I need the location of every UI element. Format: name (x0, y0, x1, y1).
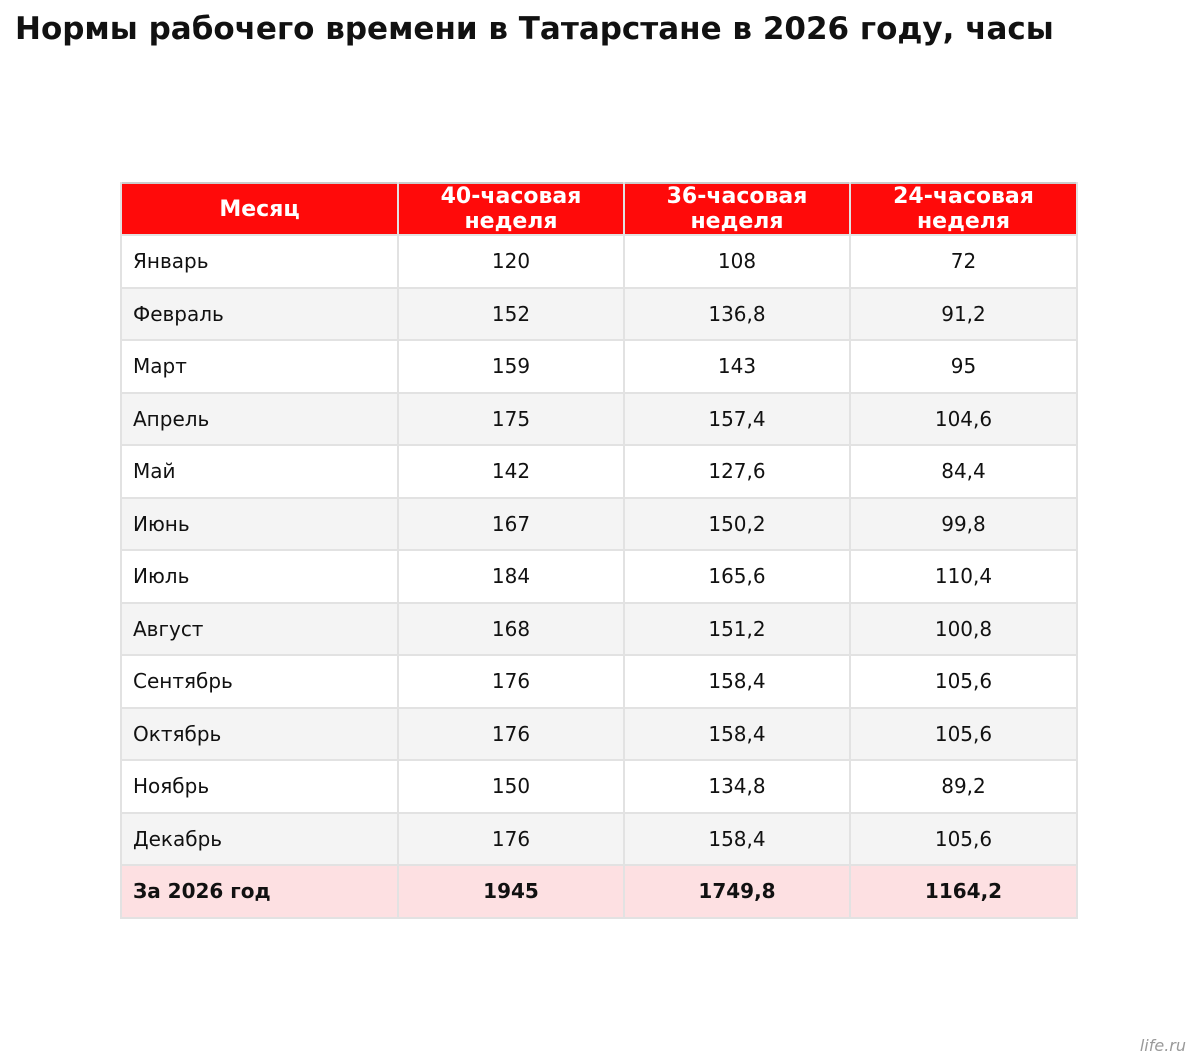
hours-40-cell: 176 (398, 708, 624, 761)
month-cell: Август (121, 603, 398, 656)
hours-36-cell: 143 (624, 340, 850, 393)
table-row (121, 393, 1077, 446)
hours-36-cell: 151,2 (624, 603, 850, 656)
table-row (121, 445, 1077, 498)
hours-36-cell: 108 (624, 235, 850, 288)
work-hours-table (120, 182, 1078, 919)
hours-24-cell: 99,8 (850, 498, 1077, 551)
hours-24-cell: 100,8 (850, 603, 1077, 656)
hours-40-cell: 175 (398, 393, 624, 446)
table-row (121, 235, 1077, 288)
month-cell: Ноябрь (121, 760, 398, 813)
hours-24-cell: 91,2 (850, 288, 1077, 341)
hours-40-cell: 159 (398, 340, 624, 393)
hours-24-cell: 72 (850, 235, 1077, 288)
total-36-cell: 1749,8 (624, 865, 850, 918)
hours-24-cell: 95 (850, 340, 1077, 393)
hours-36-cell: 165,6 (624, 550, 850, 603)
hours-40-cell: 167 (398, 498, 624, 551)
hours-36-cell: 134,8 (624, 760, 850, 813)
hours-40-cell: 152 (398, 288, 624, 341)
month-cell: Январь (121, 235, 398, 288)
hours-40-cell: 176 (398, 655, 624, 708)
hours-36-cell: 157,4 (624, 393, 850, 446)
month-cell: Февраль (121, 288, 398, 341)
hours-24-cell: 110,4 (850, 550, 1077, 603)
hours-24-cell: 104,6 (850, 393, 1077, 446)
month-cell: Декабрь (121, 813, 398, 866)
month-cell: Май (121, 445, 398, 498)
hours-40-cell: 184 (398, 550, 624, 603)
hours-36-cell: 150,2 (624, 498, 850, 551)
hours-40-cell: 150 (398, 760, 624, 813)
source-watermark: life.ru (1139, 1036, 1186, 1055)
table-row (121, 813, 1077, 866)
hours-24-cell: 105,6 (850, 813, 1077, 866)
total-40-cell: 1945 (398, 865, 624, 918)
total-24-cell: 1164,2 (850, 865, 1077, 918)
table-row (121, 340, 1077, 393)
total-row (121, 865, 1077, 918)
table-row (121, 708, 1077, 761)
hours-36-cell: 127,6 (624, 445, 850, 498)
hours-40-cell: 120 (398, 235, 624, 288)
table-body (121, 235, 1077, 918)
month-cell: Апрель (121, 393, 398, 446)
table-row (121, 655, 1077, 708)
header-40-hour-week: 40-часовая неделя (398, 183, 624, 235)
hours-36-cell: 158,4 (624, 708, 850, 761)
hours-40-cell: 176 (398, 813, 624, 866)
hours-36-cell: 136,8 (624, 288, 850, 341)
month-cell: Сентябрь (121, 655, 398, 708)
hours-36-cell: 158,4 (624, 655, 850, 708)
table-row (121, 288, 1077, 341)
header-36-hour-week: 36-часовая неделя (624, 183, 850, 235)
table-row (121, 603, 1077, 656)
page-title: Нормы рабочего времени в Татарстане в 2026 году, часы (15, 11, 1054, 47)
hours-40-cell: 168 (398, 603, 624, 656)
table-header-row (121, 183, 1077, 235)
header-24-hour-week: 24-часовая неделя (850, 183, 1077, 235)
hours-40-cell: 142 (398, 445, 624, 498)
hours-24-cell: 105,6 (850, 708, 1077, 761)
hours-24-cell: 105,6 (850, 655, 1077, 708)
table-row (121, 498, 1077, 551)
table-row (121, 550, 1077, 603)
month-cell: Март (121, 340, 398, 393)
hours-36-cell: 158,4 (624, 813, 850, 866)
table-row (121, 760, 1077, 813)
month-cell: Октябрь (121, 708, 398, 761)
hours-table-container (120, 182, 1076, 919)
header-month: Месяц (121, 183, 398, 235)
total-label-cell: За 2026 год (121, 865, 398, 918)
month-cell: Июль (121, 550, 398, 603)
hours-24-cell: 89,2 (850, 760, 1077, 813)
hours-24-cell: 84,4 (850, 445, 1077, 498)
month-cell: Июнь (121, 498, 398, 551)
